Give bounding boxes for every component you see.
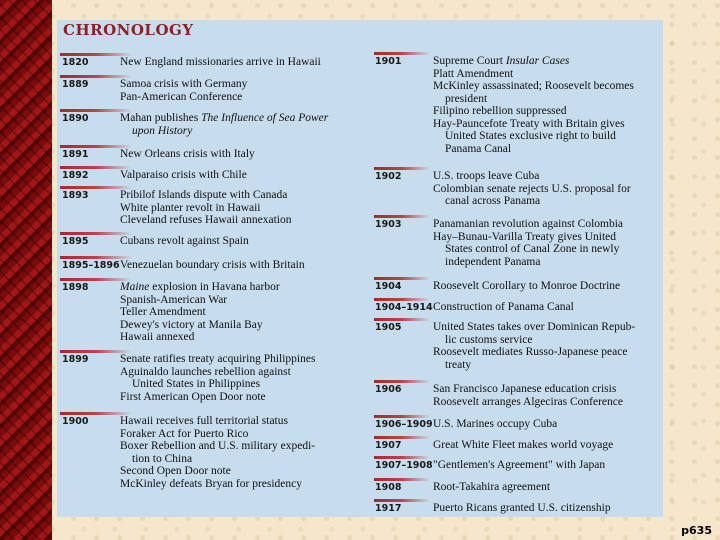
right-entry-year: 1907 xyxy=(375,440,402,451)
left-entry-event-line: Teller Amendment xyxy=(120,306,206,318)
left-entry-event-line: Foraker Act for Puerto Rico xyxy=(120,427,249,440)
right-entry-events xyxy=(433,418,557,431)
left-entry-year: 1893 xyxy=(62,190,89,201)
left-entry-event-line: Maine explosion in Havana harbor xyxy=(120,281,280,293)
right-entry-events xyxy=(433,459,605,472)
left-entry-event-line: upon History xyxy=(132,124,193,137)
left-entry-event-line: Dewey's victory at Manila Bay xyxy=(120,318,263,331)
right-entry-event-line: Great White Fleet makes world voyage xyxy=(433,439,614,451)
left-entry-event-line: Cleveland refuses Hawaii annexation xyxy=(120,214,292,226)
left-entry-year: 1895 xyxy=(62,236,89,247)
left-entry-events xyxy=(120,56,321,69)
right-entry-events xyxy=(433,280,620,293)
right-entry-year: 1904–1914 xyxy=(375,302,433,313)
left-entry-event-line: New Orleans crisis with Italy xyxy=(120,148,255,160)
right-entry-event-line: Construction of Panama Canal xyxy=(433,301,574,313)
right-entry-year: 1901 xyxy=(375,56,402,67)
right-entry-event-line: canal across Panama xyxy=(445,195,541,207)
right-entry-event-line: Puerto Ricans granted U.S. citizenship xyxy=(433,502,611,514)
left-entry-year: 1892 xyxy=(62,170,89,181)
left-entry-event-line: Senate ratifies treaty acquiring Philippines xyxy=(120,353,316,365)
left-entry-event-line: Samoa crisis with Germany xyxy=(120,78,248,90)
right-entry-event-line: "Gentlemen's Agreement" with Japan xyxy=(433,459,606,471)
right-entry-events xyxy=(433,321,635,371)
left-entry-event-line: Pribilof Islands dispute with Canada xyxy=(120,189,288,201)
right-entry-rule xyxy=(374,380,430,383)
left-entry-events xyxy=(120,189,291,227)
left-entry-event-line: tion to China xyxy=(132,452,193,465)
page-title: CHRONOLOGY xyxy=(63,21,194,39)
right-entry-rule xyxy=(374,167,430,170)
right-entry-event-line: Roosevelt Corollary to Monroe Doctrine xyxy=(433,280,621,292)
left-entry-event-line: New England missionaries arrive in Hawaii xyxy=(120,56,321,68)
right-entry-events xyxy=(433,55,634,155)
left-entry-event-line: Hawaii annexed xyxy=(120,331,195,343)
left-entry-events xyxy=(120,148,255,161)
left-entry-events xyxy=(120,353,315,403)
right-entry-year: 1906 xyxy=(375,384,402,395)
decorative-border xyxy=(0,0,52,540)
left-entry-event-line: Hawaii receives full territorial status xyxy=(120,415,288,427)
right-entry-event-line: Root-Takahira agreement xyxy=(433,481,551,493)
left-entry-events xyxy=(120,259,305,272)
right-entry-event-line: lic customs service xyxy=(445,333,533,346)
left-entry-event-line: Spanish-American War xyxy=(120,293,228,306)
right-entry-event-line: Hay-Pauncefote Treaty with Britain gives xyxy=(433,117,625,130)
left-entry-events xyxy=(120,169,247,182)
left-entry-event-line: First American Open Door note xyxy=(120,390,266,403)
right-entry-rule xyxy=(374,318,430,321)
left-entry-event-line: Valparaiso crisis with Chile xyxy=(120,169,247,181)
left-entry-event-line: McKinley defeats Bryan for presidency xyxy=(120,477,303,490)
right-entry-year: 1907–1908 xyxy=(375,460,433,471)
left-entry-year: 1898 xyxy=(62,282,89,293)
page-number: p635 xyxy=(681,524,712,537)
right-entry-event-line: Hay–Bunau-Varilla Treaty gives United xyxy=(433,230,617,243)
right-entry-rule xyxy=(374,298,430,301)
right-entry-event-line: Colombian senate rejects U.S. proposal for xyxy=(433,182,631,195)
right-entry-rule xyxy=(374,277,430,280)
right-entry-year: 1908 xyxy=(375,482,402,493)
right-entry-event-line: treaty xyxy=(445,358,472,371)
left-entry-event-line: White planter revolt in Hawaii xyxy=(120,201,261,214)
right-entry-events xyxy=(433,301,574,314)
right-entry-events xyxy=(433,218,623,268)
right-entry-year: 1906–1909 xyxy=(375,419,433,430)
right-entry-event-line: Platt Amendment xyxy=(433,67,514,80)
left-entry-events xyxy=(120,78,247,103)
left-entry-event-line: Cubans revolt against Spain xyxy=(120,235,249,247)
right-entry-rule xyxy=(374,52,430,55)
right-entry-event-line: Filipino rebellion suppressed xyxy=(433,105,567,117)
right-entry-event-line: Supreme Court Insular Cases xyxy=(433,55,570,67)
left-entry-events xyxy=(120,281,280,344)
right-entry-events xyxy=(433,481,550,494)
right-entry-event-line: McKinley assassinated; Roosevelt becomes xyxy=(433,80,634,92)
right-entry-year: 1903 xyxy=(375,219,402,230)
right-entry-event-line: U.S. Marines occupy Cuba xyxy=(433,418,558,430)
left-entry-year: 1889 xyxy=(62,79,89,90)
right-entry-events xyxy=(433,502,611,515)
left-entry-event-line: Pan-American Conference xyxy=(120,90,243,103)
left-entry-year: 1890 xyxy=(62,113,89,124)
right-entry-year: 1902 xyxy=(375,171,402,182)
right-entry-events xyxy=(433,170,631,208)
right-entry-year: 1904 xyxy=(375,281,402,292)
right-entry-event-line: United States exclusive right to build xyxy=(445,130,616,142)
right-entry-rule xyxy=(374,215,430,218)
right-entry-rule xyxy=(374,436,430,439)
right-entry-rule xyxy=(374,478,430,481)
right-entry-event-line: president xyxy=(445,92,488,105)
left-entry-events xyxy=(120,235,249,248)
left-entry-event-line: Mahan publishes The Influence of Sea Power xyxy=(120,112,329,124)
right-entry-event-line: Roosevelt arranges Algeciras Conference xyxy=(433,395,623,408)
right-entry-rule xyxy=(374,415,430,418)
left-entry-event-line: Aguinaldo launches rebellion against xyxy=(120,365,291,378)
right-entry-event-line: Panamanian revolution against Colombia xyxy=(433,218,624,230)
right-entry-events xyxy=(433,439,613,452)
right-entry-event-line: independent Panama xyxy=(445,255,541,268)
right-entry-event-line: United States takes over Dominican Repub- xyxy=(433,321,636,333)
left-entry-events xyxy=(120,415,315,490)
right-entry-event-line: U.S. troops leave Cuba xyxy=(433,170,540,182)
right-entry-event-line: Roosevelt mediates Russo-Japanese peace xyxy=(433,346,628,358)
left-entry-event-line: Boxer Rebellion and U.S. military expedi- xyxy=(120,440,316,452)
right-entry-year: 1917 xyxy=(375,503,402,514)
left-entry-year: 1899 xyxy=(62,354,89,365)
left-entry-year: 1820 xyxy=(62,57,89,68)
left-entry-event-line: Second Open Door note xyxy=(120,465,231,477)
right-entry-events xyxy=(433,383,623,408)
right-entry-event-line: Panama Canal xyxy=(445,142,512,155)
left-entry-year: 1895–1896 xyxy=(62,260,120,271)
left-entry-year: 1891 xyxy=(62,149,89,160)
right-entry-year: 1905 xyxy=(375,322,402,333)
left-entry-event-line: Venezuelan boundary crisis with Britain xyxy=(120,259,305,271)
right-entry-rule xyxy=(374,456,430,459)
right-entry-rule xyxy=(374,499,430,502)
left-entry-year: 1900 xyxy=(62,416,89,427)
right-entry-event-line: San Francisco Japanese education crisis xyxy=(433,383,617,395)
right-entry-event-line: States control of Canal Zone in newly xyxy=(445,243,620,255)
left-entry-event-line: United States in Philippines xyxy=(132,378,261,390)
left-entry-events xyxy=(120,112,328,137)
